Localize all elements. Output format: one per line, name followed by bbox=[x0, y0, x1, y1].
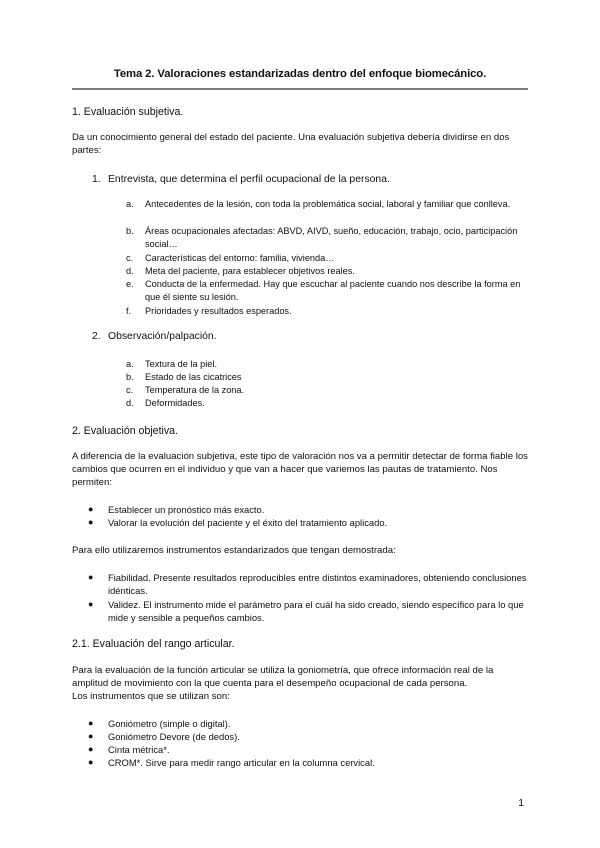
list-item: e. Conducta de la enfermedad. Hay que escuchar al paciente cuando nos describe la forma en que él siente su lesión. bbox=[126, 279, 521, 302]
document-page: Tema 2. Valoraciones estandarizadas dentro del enfoque biomecánico. 1. Evaluación subjetiva. Da un conocimiento general del estado del paciente. Una evaluación subjetiva debería dividirse en dos partes: 1. Entrevista, que determina el perfil ocupacional de la persona. a. Antecedentes de la lesión, con toda la problemática social, laboral y familiar que conlleva. b. Áreas ocupacionales afectadas: ABVD, AIVD, sueño, educación, trabajo, ocio, participación social… c. Características del entorno: familia, vivienda… d. Meta del paciente, para establecer objetivos reales. e. Conducta de la enfermedad. Hay que escuchar al paciente cuando nos describe la forma en que él siente su lesión. f. Prioridades y resultados esperados. 2. Observación/palpación. a. Textura de la piel. b. Estado de las cicatrices c. Temperatura de la zona. d. Deformidades. 2. Evaluación objetiva. A diferencia de la evaluación subjetiva, este tipo de valoración nos va a permitir detectar de forma fiable los cambios que ocurren en el individuo y que van a hacer que variemos las pautas de tratamiento. Nos permiten: ● Establecer un pronóstico más exacto. ● Valorar la evolución del paciente y el éxito del tratamiento aplicado. Para ello utilizaremos instrumentos estandarizados que tengan demostrada: ● Fiabilidad. Presente resultados reproducibles entre distintos examinadores, obteniendo conclusiones idénticas. ● Validez. El instrumento mide el parámetro para el cuál ha sido creado, siendo específico para lo que mide y sensible a pequeños cambios. 2.1. Evaluación del rango articular. Para la evaluación de la función articular se utiliza la goniometría, que ofrece información real de la amplitud de movimiento con la que cuenta para el desempeño ocupacional de cada persona. Los instrumentos que se utilizan son: ● Goniómetro (simple o digital). ● Goniómetro Devore (de dedos). ● Cinta métrica*. ● CROM*. Sirve para medir rango articular en la columna cervical. 1 bbox=[72, 68, 528, 809]
numbered-item-1 bbox=[92, 174, 390, 185]
section-1-intro: Da un conocimiento general del estado del paciente. Una evaluación subjetiva debería dividirse en dos partes: bbox=[72, 132, 510, 157]
section-heading-1: 1. Evaluación subjetiva. bbox=[72, 106, 184, 118]
section-heading-2-1: 2.1. Evaluación del rango articular. bbox=[72, 638, 235, 650]
numbered-item-2 bbox=[92, 331, 217, 342]
numbered-item-2-text: Observación/palpación. bbox=[108, 331, 217, 342]
list-item: ● Fiabilidad. Presente resultados reproducibles entre distintos examinadores, obteniendo conclusiones idénticas. bbox=[88, 572, 527, 596]
title-divider bbox=[72, 88, 528, 90]
numbered-item-1-number: 1. bbox=[92, 174, 101, 185]
bullet-icon: ● bbox=[88, 731, 94, 741]
bullet-icon: ● bbox=[88, 599, 94, 609]
bullet-icon: ● bbox=[88, 718, 94, 728]
section-2-para-2: Para ello utilizaremos instrumentos estandarizados que tengan demostrada: bbox=[72, 545, 396, 556]
page-title: Tema 2. Valoraciones estandarizadas dentro del enfoque biomecánico. bbox=[113, 68, 487, 80]
section-2-1-intro: Para la evaluación de la función articular se utiliza la goniometría, que ofrece información real de la amplitud de movimiento con la que cuenta para el desempeño ocupacional de cada persona. bbox=[72, 665, 494, 690]
bullet-icon: ● bbox=[88, 757, 94, 767]
list-item: a. Antecedentes de la lesión, con toda la problemática social, laboral y familiar que conlleva. bbox=[126, 199, 511, 209]
page-number: 1 bbox=[518, 798, 524, 809]
bullet-icon: ● bbox=[88, 572, 94, 582]
bullet-icon: ● bbox=[88, 517, 94, 527]
section-2-intro: A diferencia de la evaluación subjetiva, este tipo de valoración nos va a permitir detectar de forma fiable los cambios que ocurren en el individuo y que van a hacer que variemos las pautas de tratamiento. Nos permiten: bbox=[72, 451, 528, 489]
numbered-item-1-text: Entrevista, que determina el perfil ocupacional de la persona. bbox=[108, 174, 390, 185]
numbered-item-2-number: 2. bbox=[92, 331, 101, 342]
section-heading-2: 2. Evaluación objetiva. bbox=[72, 425, 179, 437]
bullet-icon: ● bbox=[88, 744, 94, 754]
list-item: b. Áreas ocupacionales afectadas: ABVD, AIVD, sueño, educación, trabajo, ocio, participación social… bbox=[126, 226, 518, 249]
bullet-icon: ● bbox=[88, 504, 94, 514]
section-2-1-intro-2: Los instrumentos que se utilizan son: bbox=[72, 691, 230, 702]
list-item: ● Validez. El instrumento mide el parámetro para el cuál ha sido creado, siendo específico para lo que mide y sensible a pequeños cambios. bbox=[88, 599, 524, 623]
